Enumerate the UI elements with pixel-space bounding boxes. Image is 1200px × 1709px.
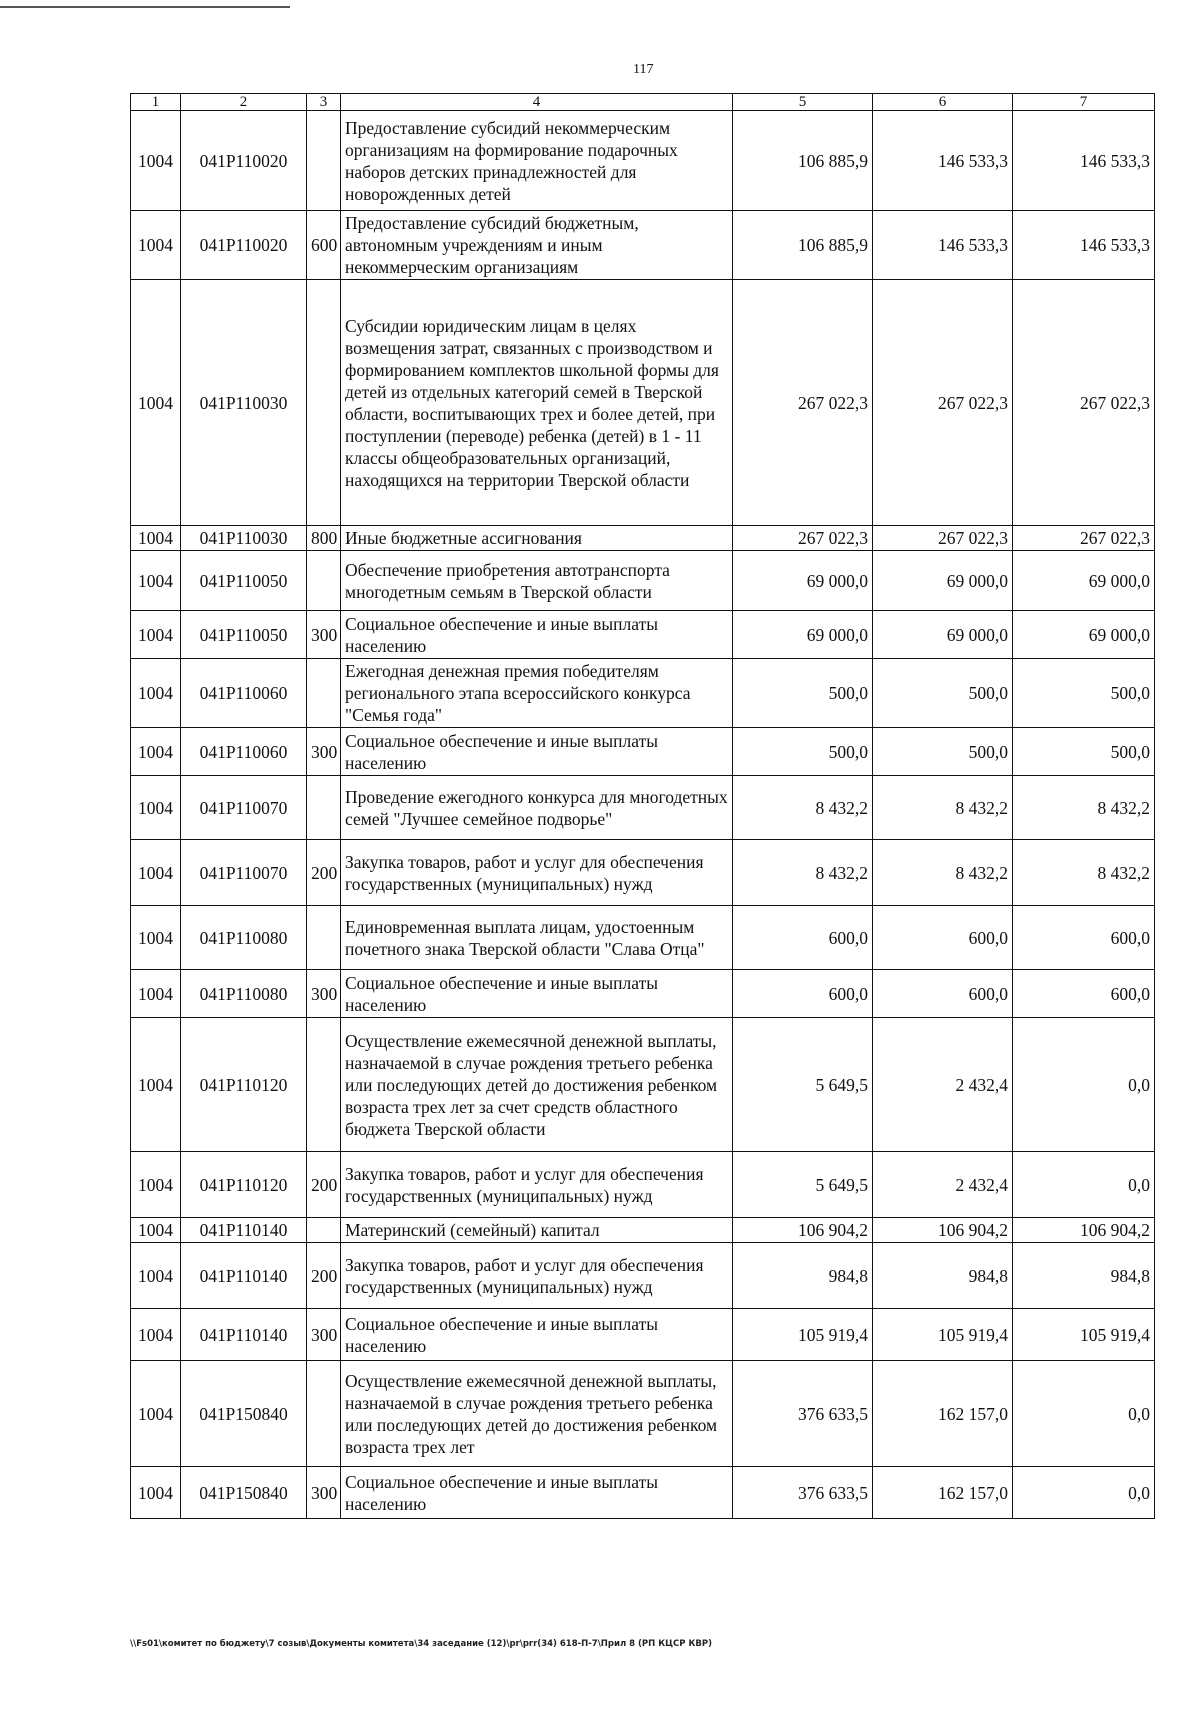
cell-target-article: 041P110140 [181, 1309, 307, 1361]
cell-amount-col7: 69 000,0 [1013, 551, 1155, 611]
cell-amount-col7: 8 432,2 [1013, 840, 1155, 906]
cell-amount-col5: 376 633,5 [733, 1467, 873, 1519]
cell-expense-type [307, 906, 341, 970]
header-col-6: 6 [873, 94, 1013, 111]
cell-amount-col7: 500,0 [1013, 728, 1155, 776]
cell-description: Осуществление ежемесячной денежной выплаты, назначаемой в случае рождения третьего ребенка или последующих детей до достижения ребенком возраста трех лет за счет средств областного бюджета Тверской области [341, 1018, 733, 1152]
cell-section-code: 1004 [131, 1018, 181, 1152]
cell-description: Социальное обеспечение и иные выплаты населению [341, 611, 733, 659]
cell-amount-col5: 8 432,2 [733, 840, 873, 906]
cell-amount-col6: 8 432,2 [873, 776, 1013, 840]
cell-expense-type: 300 [307, 970, 341, 1018]
cell-amount-col7: 267 022,3 [1013, 526, 1155, 551]
cell-target-article: 041P110120 [181, 1152, 307, 1218]
cell-expense-type [307, 551, 341, 611]
footer-file-path: \\Fs01\комитет по бюджету\7 созыв\Документы комитета\34 заседание (12)\pr\prr(34) 618-П-7\Прил 8 (РП КЦСР КВР) [130, 1639, 712, 1649]
cell-expense-type [307, 1018, 341, 1152]
cell-expense-type [307, 111, 341, 211]
cell-amount-col7: 984,8 [1013, 1243, 1155, 1309]
cell-amount-col5: 69 000,0 [733, 611, 873, 659]
cell-target-article: 041P110070 [181, 840, 307, 906]
cell-target-article: 041P110140 [181, 1218, 307, 1243]
cell-target-article: 041P110050 [181, 611, 307, 659]
table-row [131, 970, 1155, 1018]
budget-table [130, 93, 1155, 1519]
cell-amount-col6: 984,8 [873, 1243, 1013, 1309]
cell-description: Социальное обеспечение и иные выплаты населению [341, 1309, 733, 1361]
cell-amount-col6: 105 919,4 [873, 1309, 1013, 1361]
cell-section-code: 1004 [131, 728, 181, 776]
cell-amount-col6: 146 533,3 [873, 111, 1013, 211]
cell-expense-type: 600 [307, 211, 341, 280]
cell-description: Иные бюджетные ассигнования [341, 526, 733, 551]
cell-amount-col5: 267 022,3 [733, 280, 873, 526]
cell-section-code: 1004 [131, 906, 181, 970]
cell-amount-col5: 984,8 [733, 1243, 873, 1309]
cell-description: Единовременная выплата лицам, удостоенным почетного знака Тверской области "Слава Отца" [341, 906, 733, 970]
cell-section-code: 1004 [131, 1152, 181, 1218]
cell-amount-col7: 0,0 [1013, 1361, 1155, 1467]
cell-amount-col5: 600,0 [733, 906, 873, 970]
cell-amount-col6: 146 533,3 [873, 211, 1013, 280]
table-row [131, 840, 1155, 906]
table-row [131, 1152, 1155, 1218]
cell-description: Закупка товаров, работ и услуг для обеспечения государственных (муниципальных) нужд [341, 1152, 733, 1218]
header-col-1: 1 [131, 94, 181, 111]
cell-target-article: 041P110020 [181, 111, 307, 211]
cell-amount-col6: 2 432,4 [873, 1018, 1013, 1152]
cell-expense-type: 300 [307, 611, 341, 659]
cell-amount-col6: 106 904,2 [873, 1218, 1013, 1243]
cell-section-code: 1004 [131, 659, 181, 728]
table-row [131, 728, 1155, 776]
cell-description: Проведение ежегодного конкурса для многодетных семей "Лучшее семейное подворье" [341, 776, 733, 840]
cell-amount-col5: 69 000,0 [733, 551, 873, 611]
cell-amount-col5: 376 633,5 [733, 1361, 873, 1467]
cell-amount-col5: 500,0 [733, 728, 873, 776]
cell-target-article: 041P110030 [181, 280, 307, 526]
cell-description: Предоставление субсидий некоммерческим организациям на формирование подарочных наборов детских принадлежностей для новорожденных детей [341, 111, 733, 211]
cell-target-article: 041P110070 [181, 776, 307, 840]
cell-target-article: 041P150840 [181, 1467, 307, 1519]
cell-expense-type: 200 [307, 1152, 341, 1218]
cell-section-code: 1004 [131, 840, 181, 906]
cell-amount-col6: 162 157,0 [873, 1361, 1013, 1467]
cell-expense-type: 200 [307, 840, 341, 906]
table-row [131, 1309, 1155, 1361]
cell-expense-type [307, 1361, 341, 1467]
cell-description: Социальное обеспечение и иные выплаты населению [341, 1467, 733, 1519]
cell-section-code: 1004 [131, 111, 181, 211]
cell-amount-col7: 600,0 [1013, 906, 1155, 970]
cell-expense-type: 300 [307, 1309, 341, 1361]
cell-target-article: 041P110060 [181, 728, 307, 776]
cell-description: Материнский (семейный) капитал [341, 1218, 733, 1243]
cell-target-article: 041P110060 [181, 659, 307, 728]
header-col-7: 7 [1013, 94, 1155, 111]
cell-amount-col7: 267 022,3 [1013, 280, 1155, 526]
cell-description: Закупка товаров, работ и услуг для обеспечения государственных (муниципальных) нужд [341, 1243, 733, 1309]
cell-amount-col7: 500,0 [1013, 659, 1155, 728]
cell-amount-col6: 69 000,0 [873, 611, 1013, 659]
cell-section-code: 1004 [131, 551, 181, 611]
cell-target-article: 041P110050 [181, 551, 307, 611]
cell-expense-type: 200 [307, 1243, 341, 1309]
cell-amount-col7: 105 919,4 [1013, 1309, 1155, 1361]
table-row [131, 1361, 1155, 1467]
cell-amount-col7: 146 533,3 [1013, 111, 1155, 211]
cell-amount-col6: 500,0 [873, 659, 1013, 728]
cell-amount-col6: 500,0 [873, 728, 1013, 776]
cell-target-article: 041P110080 [181, 970, 307, 1018]
cell-target-article: 041P110020 [181, 211, 307, 280]
cell-section-code: 1004 [131, 1309, 181, 1361]
cell-expense-type [307, 659, 341, 728]
cell-description: Социальное обеспечение и иные выплаты населению [341, 970, 733, 1018]
cell-amount-col6: 69 000,0 [873, 551, 1013, 611]
table-row [131, 280, 1155, 526]
cell-amount-col6: 2 432,4 [873, 1152, 1013, 1218]
cell-amount-col7: 146 533,3 [1013, 211, 1155, 280]
cell-amount-col5: 105 919,4 [733, 1309, 873, 1361]
cell-expense-type [307, 280, 341, 526]
cell-section-code: 1004 [131, 211, 181, 280]
cell-amount-col5: 500,0 [733, 659, 873, 728]
cell-amount-col7: 8 432,2 [1013, 776, 1155, 840]
header-col-3: 3 [307, 94, 341, 111]
cell-target-article: 041P110120 [181, 1018, 307, 1152]
cell-amount-col5: 267 022,3 [733, 526, 873, 551]
cell-amount-col7: 69 000,0 [1013, 611, 1155, 659]
cell-amount-col5: 106 885,9 [733, 211, 873, 280]
cell-amount-col7: 0,0 [1013, 1152, 1155, 1218]
cell-amount-col7: 0,0 [1013, 1467, 1155, 1519]
cell-amount-col5: 600,0 [733, 970, 873, 1018]
cell-description: Закупка товаров, работ и услуг для обеспечения государственных (муниципальных) нужд [341, 840, 733, 906]
table-row [131, 776, 1155, 840]
table-row [131, 1218, 1155, 1243]
table-row [131, 1018, 1155, 1152]
cell-amount-col6: 8 432,2 [873, 840, 1013, 906]
scan-edge-line [0, 6, 290, 8]
cell-description: Субсидии юридическим лицам в целях возмещения затрат, связанных с производством и формированием комплектов школьной формы для детей из отдельных категорий семей в Тверской области, воспитывающих трех и более детей, при поступлении (переводе) ребенка (детей) в 1 - 11 классы общеобразовательных организаций, находящихся на территории Тверской области [341, 280, 733, 526]
cell-section-code: 1004 [131, 1467, 181, 1519]
table-row [131, 1467, 1155, 1519]
cell-target-article: 041P110140 [181, 1243, 307, 1309]
cell-amount-col7: 600,0 [1013, 970, 1155, 1018]
cell-expense-type [307, 776, 341, 840]
table-row [131, 659, 1155, 728]
cell-expense-type: 300 [307, 1467, 341, 1519]
cell-amount-col5: 106 904,2 [733, 1218, 873, 1243]
cell-amount-col5: 8 432,2 [733, 776, 873, 840]
cell-expense-type: 800 [307, 526, 341, 551]
cell-target-article: 041P110030 [181, 526, 307, 551]
header-row [131, 94, 1155, 111]
table-row [131, 111, 1155, 211]
cell-amount-col5: 106 885,9 [733, 111, 873, 211]
cell-amount-col6: 162 157,0 [873, 1467, 1013, 1519]
cell-amount-col6: 600,0 [873, 906, 1013, 970]
cell-expense-type: 300 [307, 728, 341, 776]
cell-amount-col5: 5 649,5 [733, 1152, 873, 1218]
page-number: 117 [633, 62, 654, 77]
cell-description: Обеспечение приобретения автотранспорта многодетным семьям в Тверской области [341, 551, 733, 611]
cell-amount-col6: 267 022,3 [873, 280, 1013, 526]
table-row [131, 526, 1155, 551]
cell-expense-type [307, 1218, 341, 1243]
cell-amount-col5: 5 649,5 [733, 1018, 873, 1152]
cell-amount-col7: 106 904,2 [1013, 1218, 1155, 1243]
table-row [131, 611, 1155, 659]
cell-section-code: 1004 [131, 776, 181, 840]
cell-section-code: 1004 [131, 526, 181, 551]
cell-amount-col6: 267 022,3 [873, 526, 1013, 551]
header-col-5: 5 [733, 94, 873, 111]
cell-target-article: 041P150840 [181, 1361, 307, 1467]
cell-amount-col6: 600,0 [873, 970, 1013, 1018]
table-body [131, 111, 1155, 1519]
cell-section-code: 1004 [131, 1218, 181, 1243]
table-row [131, 551, 1155, 611]
cell-target-article: 041P110080 [181, 906, 307, 970]
header-col-4: 4 [341, 94, 733, 111]
table-row [131, 211, 1155, 280]
cell-description: Социальное обеспечение и иные выплаты населению [341, 728, 733, 776]
table-row [131, 1243, 1155, 1309]
header-col-2: 2 [181, 94, 307, 111]
cell-section-code: 1004 [131, 280, 181, 526]
cell-description: Осуществление ежемесячной денежной выплаты, назначаемой в случае рождения третьего ребенка или последующих детей до достижения ребенком возраста трех лет [341, 1361, 733, 1467]
table-row [131, 906, 1155, 970]
cell-section-code: 1004 [131, 1243, 181, 1309]
cell-description: Ежегодная денежная премия победителям регионального этапа всероссийского конкурса "Семья года" [341, 659, 733, 728]
cell-section-code: 1004 [131, 611, 181, 659]
cell-description: Предоставление субсидий бюджетным, автономным учреждениям и иным некоммерческим организациям [341, 211, 733, 280]
cell-section-code: 1004 [131, 1361, 181, 1467]
cell-amount-col7: 0,0 [1013, 1018, 1155, 1152]
cell-section-code: 1004 [131, 970, 181, 1018]
